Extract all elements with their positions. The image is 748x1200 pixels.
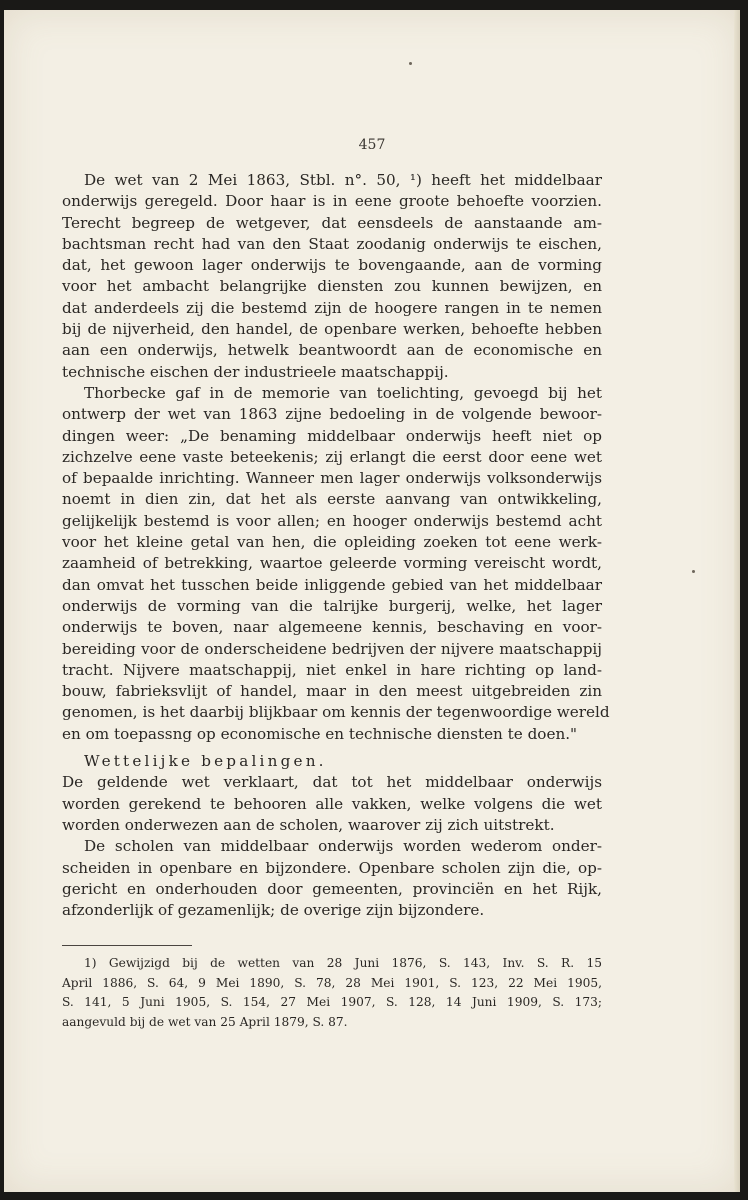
text-line: dingen weer: „De benaming middelbaar onderwijs heeft niet op	[62, 426, 602, 445]
text-line: dat anderdeels zij die bestemd zijn de hoogere rangen in te nemen	[62, 298, 602, 317]
text-line: tracht. Nijvere maatschappij, niet enkel in hare richting op land-	[62, 660, 602, 679]
text-line: gelijkelijk bestemd is voor allen; en hooger onderwijs bestemd acht	[62, 511, 602, 530]
body-text	[62, 170, 610, 921]
text-line: voor het kleine getal van hen, die opleiding zoeken tot eene werk-	[62, 533, 602, 552]
paragraph	[62, 170, 602, 383]
paper-speck	[409, 62, 412, 65]
page-edge	[734, 10, 740, 1192]
text-line: bouw, fabrieksvlijt of handel, maar in den meest uitgebreiden zin	[62, 682, 602, 701]
page-number: 457	[358, 137, 386, 153]
text-line: Terecht begreep de wetgever, dat eensdeels de aanstaande am-	[62, 213, 602, 232]
text-line: worden onderwezen aan de scholen, waarover zij zich uitstrekt.	[62, 815, 555, 834]
text-line: worden gerekend te behooren alle vakken, welke volgens die wet	[62, 794, 602, 813]
text-line: onderwijs geregeld. Door haar is in eene groote behoefte voorzien.	[62, 192, 602, 211]
text-line: dan omvat het tusschen beide inliggende gebied van het middelbaar	[62, 575, 602, 594]
paragraph	[62, 383, 610, 745]
footnote-line: 1) Gewijzigd bij de wetten van 28 Juni 1876, S. 143, Inv. S. R. 15	[84, 956, 602, 970]
text-line: aan een onderwijs, hetwelk beantwoordt aan de economische en	[62, 341, 602, 360]
text-line: dat, het gewoon lager onderwijs te bovengaande, aan de vorming	[62, 256, 602, 275]
text-line: gericht en onderhouden door gemeenten, provinciën en het Rijk,	[62, 879, 602, 898]
text-line: of bepaalde inrichting. Wanneer men lager onderwijs volksonderwijs	[62, 469, 602, 488]
text-line: zichzelve eene vaste beteekenis; zij erlangt die eerst door eene wet	[62, 447, 602, 466]
footnote	[62, 954, 602, 1032]
text-line: ontwerp der wet van 1863 zijne bedoeling in de volgende bewoor-	[62, 405, 602, 424]
text-line: bereiding voor de onderscheidene bedrijven der nijvere maatschappij	[62, 639, 602, 658]
text-line: De scholen van middelbaar onderwijs worden wederom onder-	[84, 837, 602, 856]
text-line: scheiden in openbare en bijzondere. Openbare scholen zijn die, op-	[62, 858, 602, 877]
section-heading: Wettelijke bepalingen.	[84, 752, 327, 771]
footnote-line: aangevuld bij de wet van 25 April 1879, S. 87.	[62, 1014, 348, 1029]
text-line: noemt in dien zin, dat het als eerste aanvang van ontwikkeling,	[62, 490, 602, 509]
text-line: onderwijs te boven, naar algemeene kennis, beschaving en voor-	[62, 618, 602, 637]
text-line: Thorbecke gaf in de memorie van toelichting, gevoegd bij het	[84, 383, 602, 402]
text-line: bachtsman recht had van den Staat zoodanig onderwijs te eischen,	[62, 234, 602, 253]
paragraph	[62, 836, 602, 921]
text-line: De geldende wet verklaart, dat tot het middelbaar onderwijs	[62, 773, 602, 792]
text-line: bij de nijverheid, den handel, de openbare werken, behoefte hebben	[62, 320, 602, 339]
paper-speck	[692, 570, 695, 573]
paragraph	[62, 772, 602, 836]
footnote-rule	[62, 945, 192, 946]
text-line: De wet van 2 Mei 1863, Stbl. n°. 50, ¹) heeft het middelbaar	[84, 171, 602, 189]
book-page	[4, 10, 740, 1192]
text-line: onderwijs de vorming van die talrijke burgerij, welke, het lager	[62, 596, 602, 615]
text-line: voor het ambacht belangrijke diensten zou kunnen bewijzen, en	[62, 277, 602, 296]
text-line: zaamheid of betrekking, waartoe geleerde vorming vereischt wordt,	[62, 554, 602, 573]
text-line: genomen, is het daarbij blijkbaar om kennis der tegenwoordige wereld	[62, 703, 610, 722]
footnote-line: S. 141, 5 Juni 1905, S. 154, 27 Mei 1907, S. 128, 14 Juni 1909, S. 173;	[62, 995, 602, 1009]
footnote-line: April 1886, S. 64, 9 Mei 1890, S. 78, 28 Mei 1901, S. 123, 22 Mei 1905,	[62, 975, 602, 990]
text-line: technische eischen der industrieele maatschappij.	[62, 362, 449, 381]
text-line: afzonderlijk of gezamenlijk; de overige zijn bijzondere.	[62, 901, 485, 920]
text-line: en om toepassng op economische en technische diensten te doen."	[62, 724, 578, 743]
